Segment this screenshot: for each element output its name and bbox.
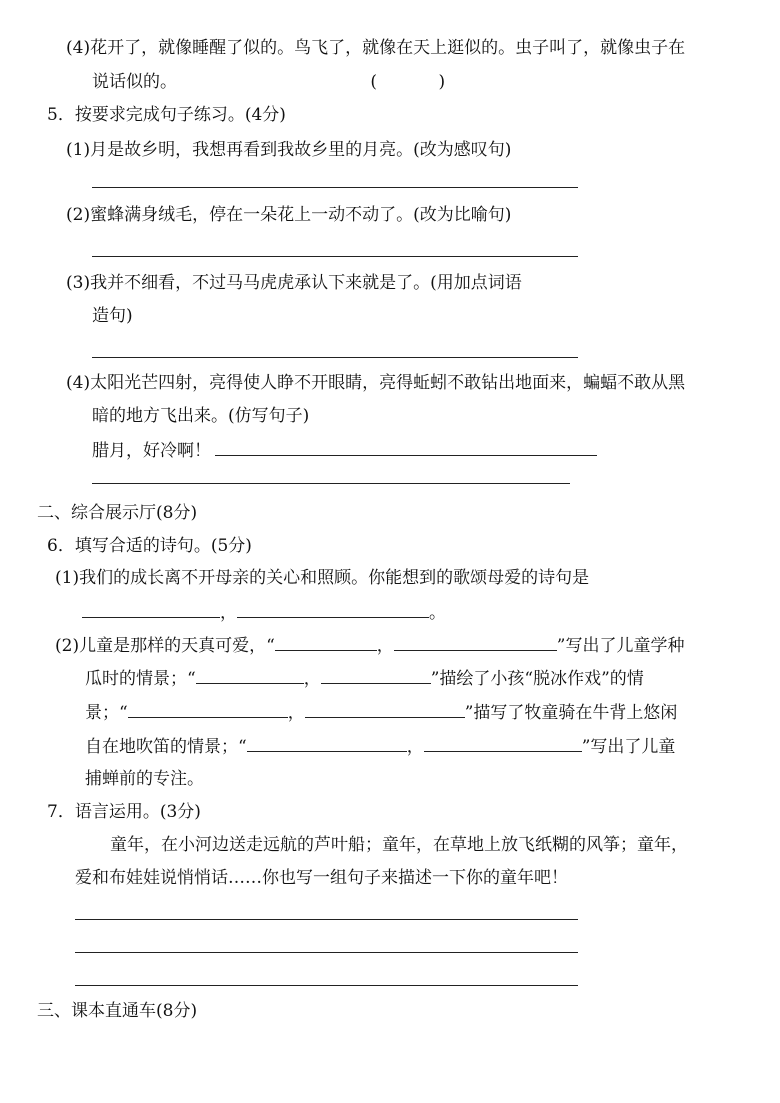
answer-paren-open: ( — [370, 72, 378, 92]
q5-item-4-cont: 暗的地方飞出来。(仿写句子) — [92, 406, 310, 426]
q6-1-line2 — [82, 602, 446, 624]
q6-2-line1 — [55, 635, 684, 657]
q6-2-line4-end: ”写出了儿童 — [581, 737, 676, 757]
comma: ， — [406, 737, 424, 757]
answer-line[interactable] — [92, 187, 578, 188]
answer-blank[interactable] — [305, 702, 465, 718]
q6-2-line4 — [85, 736, 675, 758]
q6-2-line4-start: 自在地吹笛的情景；“ — [85, 737, 247, 757]
q4-4-line1: (4)花开了，就像睡醒了似的。鸟飞了，就像在天上逛似的。虫子叫了，就像虫子在 — [66, 38, 686, 58]
q6-title: 6．填写合适的诗句。(5分) — [47, 536, 252, 556]
q5-title: 5．按要求完成句子练习。(4分) — [47, 105, 286, 125]
comma: ， — [303, 669, 321, 689]
comma: ， — [287, 703, 305, 723]
period: 。 — [429, 603, 446, 623]
answer-line[interactable] — [75, 985, 578, 986]
q5-item-2: (2)蜜蜂满身绒毛，停在一朵花上一动不动了。(改为比喻句) — [66, 205, 512, 225]
answer-blank[interactable] — [247, 736, 407, 752]
section-3-title: 三、课本直通车(8分) — [37, 1001, 198, 1021]
answer-blank[interactable] — [128, 702, 288, 718]
q7-title: 7．语言运用。(3分) — [47, 802, 201, 822]
q5-item-4: (4)太阳光芒四射，亮得使人睁不开眼睛，亮得蚯蚓不敢钻出地面来，蝙蝠不敢从黑 — [66, 373, 686, 393]
comma: ， — [220, 603, 237, 623]
q6-1-line1: (1)我们的成长离不开母亲的关心和照顾。你能想到的歌颂母爱的诗句是 — [55, 568, 590, 588]
q6-2-line2 — [85, 668, 644, 690]
answer-blank[interactable] — [237, 602, 429, 618]
answer-paren-close: ) — [438, 72, 446, 92]
q5-item-3-cont: 造句) — [92, 306, 133, 326]
q6-2-line3-start: 景；“ — [85, 703, 128, 723]
answer-line[interactable] — [92, 357, 578, 358]
q5-item-3: (3)我并不细看，不过马马虎虎承认下来就是了。(用加点词语 — [66, 273, 522, 293]
q7-line2: 爱和布娃娃说悄悄话……你也写一组句子来描述一下你的童年吧！ — [75, 868, 568, 888]
answer-line[interactable] — [92, 483, 570, 484]
q4-4-line2 — [92, 71, 445, 93]
answer-blank[interactable] — [82, 602, 220, 618]
q6-2-line2-start: 瓜时的情景；“ — [85, 669, 196, 689]
q6-2-line2-end: ”描绘了小孩“脱冰作戏”的情 — [430, 669, 644, 689]
answer-blank[interactable] — [196, 668, 304, 684]
q6-2-start: (2)儿童是那样的天真可爱，“ — [55, 636, 275, 656]
q6-2-line3-end: ”描写了牧童骑在牛背上悠闲 — [464, 703, 678, 723]
answer-blank[interactable] — [275, 635, 377, 651]
answer-line[interactable] — [75, 919, 578, 920]
answer-line[interactable] — [92, 256, 578, 257]
comma: ， — [376, 636, 394, 656]
q5-item-1: (1)月是故乡明，我想再看到我故乡里的月亮。(改为感叹句) — [66, 140, 512, 160]
q4-4-line2-text: 说话似的。 — [92, 72, 177, 92]
q7-line1: 童年，在小河边送走远航的芦叶船；童年，在草地上放飞纸糊的风筝；童年， — [110, 835, 688, 855]
q6-2-end1: ”写出了儿童学种 — [556, 636, 685, 656]
prompt-text: 腊月，好冷啊！ — [92, 441, 211, 461]
q6-2-line5: 捕蝉前的专注。 — [85, 769, 204, 789]
section-2-title: 二、综合展示厅(8分) — [37, 503, 198, 523]
answer-blank[interactable] — [321, 668, 431, 684]
q5-item-4-prompt — [92, 440, 597, 462]
answer-blank[interactable] — [394, 635, 557, 651]
answer-blank[interactable] — [215, 440, 597, 456]
answer-line[interactable] — [75, 952, 578, 953]
answer-blank[interactable] — [424, 736, 582, 752]
q6-2-line3 — [85, 702, 677, 724]
